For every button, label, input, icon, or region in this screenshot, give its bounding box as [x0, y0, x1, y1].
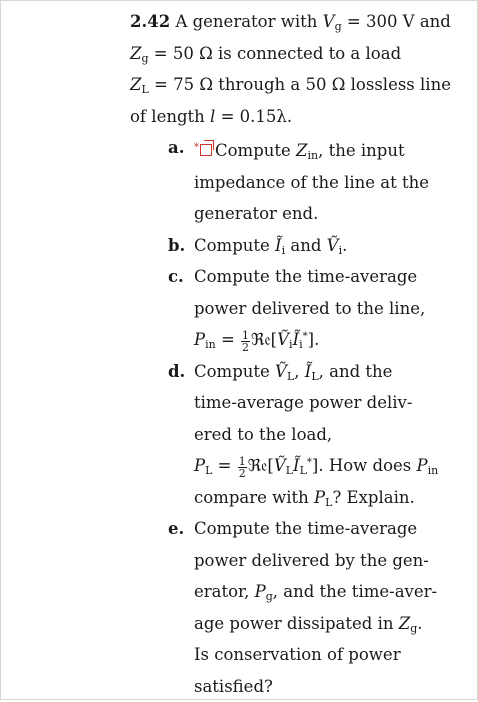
- item-a-line-2: impedance of the line at the: [130, 167, 470, 199]
- problem-number: 2.42: [130, 12, 170, 31]
- problem-line-1: 2.42 A generator with $V_g = 300$ V and: [130, 6, 470, 38]
- problem-line-4: of length l = 0.15λ.: [130, 101, 470, 133]
- star-icon: *: [194, 142, 199, 153]
- item-d-formula: $P_L$ = $\frac{1}{2}$ $ℜ𝔢[Ṽ_LĨ_L^*]$. How does $P_{in}$: [130, 450, 470, 482]
- item-e: e. Compute the time-average: [130, 513, 470, 545]
- item-d-line-3: ered to the load,: [130, 419, 470, 451]
- external-link-icon[interactable]: [200, 144, 212, 156]
- item-a: a. * Compute $Z_{in}$, the input: [130, 132, 470, 167]
- item-d: d. Compute Ṽ$_L$, $Ĩ_L$, and the: [130, 356, 470, 388]
- item-e-line-4: age power dissipated in $Z_g$.: [130, 608, 470, 640]
- fraction-half: $\frac{1}{2}$: [238, 456, 247, 479]
- item-d-line-5: compare with $P_L$? Explain.: [130, 482, 470, 514]
- item-e-line-2: power delivered by the gen-: [130, 545, 470, 577]
- item-c: c. Compute the time-average: [130, 261, 470, 293]
- item-c-line-2: power delivered to the line,: [130, 293, 470, 325]
- item-e-line-6: satisfied?: [130, 671, 470, 702]
- problem-content: [130, 6, 470, 702]
- item-c-formula: $P_{in}$ = $\frac{1}{2}$ $ℜ𝔢[Ṽ_iĨ_i^*]$.: [130, 324, 470, 356]
- item-a-line-3: generator end.: [130, 198, 470, 230]
- item-d-line-2: time-average power deliv-: [130, 387, 470, 419]
- item-e-line-3: erator, $P_g$, and the time-aver-: [130, 576, 470, 608]
- fraction-half: $\frac{1}{2}$: [241, 330, 250, 353]
- problem-line-2: $Z_g = 50$ Ω is connected to a load: [130, 38, 470, 70]
- item-e-line-5: Is conservation of power: [130, 639, 470, 671]
- item-b: b. Compute $Ĩ_i$ and Ṽ$_i$.: [130, 230, 470, 262]
- problem-line-3: $Z_L = 75$ Ω through a 50 Ω lossless line: [130, 69, 470, 101]
